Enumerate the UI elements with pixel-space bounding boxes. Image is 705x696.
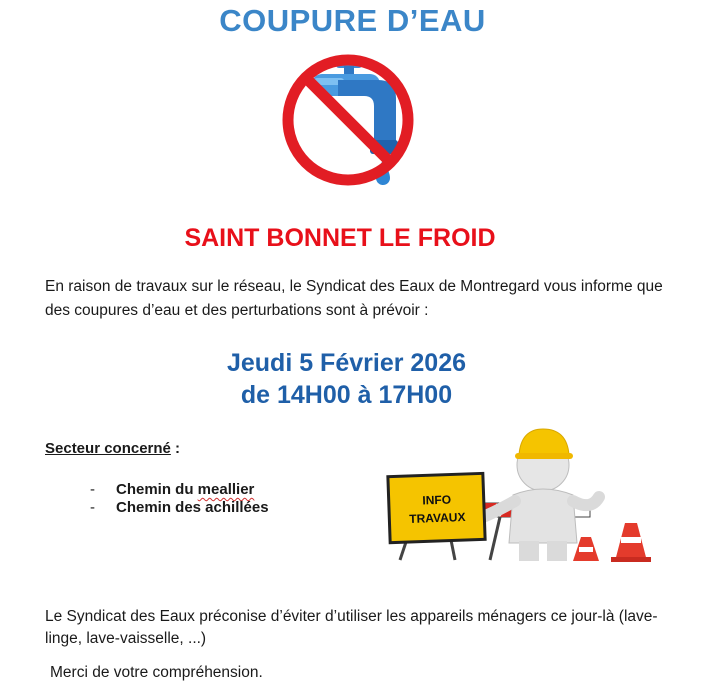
list-dash: - xyxy=(90,499,95,516)
outage-date: Jeudi 5 Février 2026 xyxy=(226,349,467,377)
street-name-prefix: Chemin du xyxy=(116,481,198,498)
town-name: SAINT BONNET LE FROID xyxy=(184,224,496,252)
thanks-text: Merci de votre compréhension. xyxy=(50,664,263,681)
sector-label: Secteur concerné xyxy=(45,440,171,457)
street-list-item xyxy=(90,499,269,516)
street-name-flagged: meallier xyxy=(197,481,255,498)
sign-text-line1: INFO xyxy=(422,492,452,508)
sector-colon: : xyxy=(170,440,181,457)
street-list-item xyxy=(90,481,254,498)
notice-title: COUPURE D’EAU xyxy=(219,3,486,38)
traffic-cone-icon xyxy=(611,523,651,562)
intro-paragraph: En raison de travaux sur le réseau, le Syndicat des Eaux de Montregard vous informe que des coupures d’eau et des perturbations sont à prévoir : xyxy=(45,278,663,319)
info-travaux-sign xyxy=(388,473,485,542)
sector-heading xyxy=(45,440,180,457)
advice-paragraph: Le Syndicat des Eaux préconise d’éviter d’utiliser les appareils ménagers ce jour-là (lave-linge, lave-vaisselle, ...) xyxy=(45,608,658,647)
roadworks-illustration-icon xyxy=(385,425,665,565)
sign-text-line2: TRAVAUX xyxy=(409,510,466,526)
list-dash: - xyxy=(90,481,95,498)
street-name: Chemin des achillées xyxy=(116,499,269,516)
no-water-tap-icon xyxy=(278,50,423,190)
outage-time: de 14H00 à 17H00 xyxy=(240,381,453,409)
